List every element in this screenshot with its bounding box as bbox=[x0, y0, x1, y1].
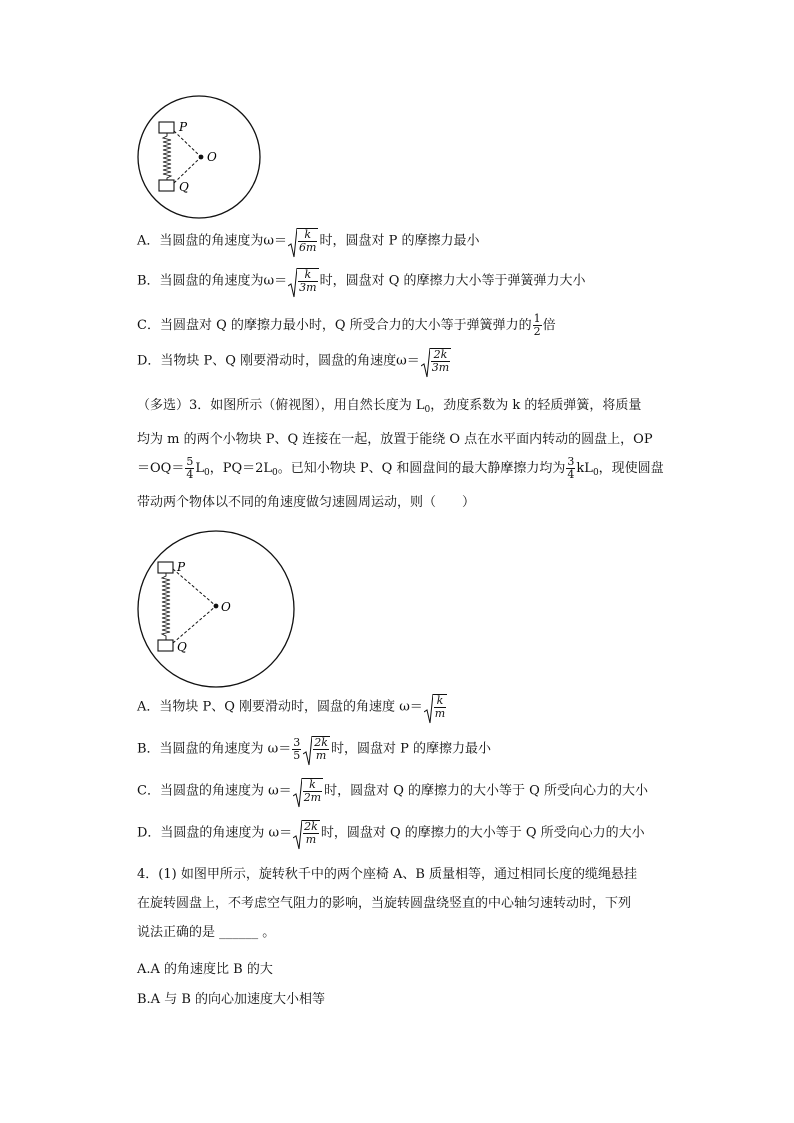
label-o: O bbox=[207, 150, 217, 164]
label-o: O bbox=[221, 600, 231, 614]
option-text: 时，圆盘对 P 的摩擦力最小 bbox=[330, 741, 491, 757]
figure-disk-1 bbox=[136, 95, 264, 221]
frac-denominator: 2 bbox=[533, 325, 541, 338]
q4-option-a: A.A 的角速度比 B 的大 bbox=[137, 962, 273, 977]
dashed-oq bbox=[173, 606, 216, 643]
frac-denominator: 3m bbox=[431, 361, 450, 374]
block-p bbox=[159, 122, 174, 133]
frac-denominator: 2m bbox=[303, 791, 322, 804]
q2-option-b bbox=[137, 268, 586, 294]
label-q: Q bbox=[179, 180, 189, 194]
sqrt-expression bbox=[288, 268, 318, 294]
label-q: Q bbox=[177, 640, 187, 654]
q4-option-b: B.A 与 B 的向心加速度大小相等 bbox=[137, 992, 326, 1007]
label-p: P bbox=[179, 120, 188, 134]
dashed-op bbox=[173, 569, 216, 606]
spring bbox=[162, 573, 170, 640]
option-text: B．当圆盘的角速度为ω＝ bbox=[137, 273, 288, 289]
sqrt-expression bbox=[421, 348, 451, 374]
frac-numerator: k bbox=[436, 694, 444, 707]
block-p bbox=[158, 562, 173, 573]
sqrt-expression bbox=[424, 694, 447, 720]
label-p: P bbox=[177, 560, 186, 574]
option-text: 时，圆盘对 P 的摩擦力最小 bbox=[319, 233, 480, 249]
dashed-op bbox=[174, 131, 201, 157]
frac-numerator: k bbox=[309, 778, 316, 791]
q2-option-c bbox=[137, 313, 556, 338]
q4-line-2: 在旋转圆盘上，不考虑空气阻力的影响，当旋转圆盘绕竖直的中心轴匀速转动时，下列 bbox=[137, 896, 632, 911]
option-text: 时，圆盘对 Q 的摩擦力的大小等于 Q 所受向心力的大小 bbox=[320, 825, 645, 841]
frac-denominator: 3m bbox=[299, 281, 317, 294]
frac-numerator: 3 bbox=[293, 735, 301, 749]
q3-line-3: ＝OQ＝ $\frac{5}{4}$ $L_0$，$PQ=2L_0$。已知小物块 P、Q 和圆盘间的最大静摩擦力均为 $\frac{3}{4}$ $kL_0$，现使圆盘 bbox=[137, 455, 664, 481]
frac-denominator: 6m bbox=[299, 241, 317, 254]
option-text: 时，圆盘对 Q 的摩擦力的大小等于 Q 所受向心力的大小 bbox=[324, 783, 648, 799]
frac-numerator: k bbox=[304, 268, 312, 281]
sqrt-expression bbox=[303, 736, 330, 762]
option-text: 倍 bbox=[542, 318, 556, 333]
q3-line-2: 均为 m 的两个小物块 P、Q 连接在一起，放置于能绕 O 点在水平面内转动的圆盘上，OP bbox=[137, 432, 653, 447]
frac-denominator: 5 bbox=[293, 748, 301, 762]
center-point bbox=[199, 155, 204, 160]
q3-option-b bbox=[137, 736, 491, 762]
block-q bbox=[158, 640, 173, 651]
q4-stem bbox=[137, 862, 677, 945]
option-text: C．当圆盘的角速度为 ω＝ bbox=[137, 783, 292, 799]
option-text: A．当圆盘的角速度为ω＝ bbox=[137, 233, 287, 249]
sqrt-expression bbox=[293, 778, 323, 804]
option-text: D．当圆盘的角速度为 ω＝ bbox=[137, 825, 293, 841]
frac-numerator: 2k bbox=[433, 348, 448, 361]
q3-option-c bbox=[137, 778, 648, 804]
option-text: D．当物块 P、Q 刚要滑动时，圆盘的角速度ω＝ bbox=[137, 353, 420, 369]
option-text: C．当圆盘对 Q 的摩擦力最小时，Q 所受合力的大小等于弹簧弹力的 bbox=[137, 318, 532, 333]
q2-option-a bbox=[137, 228, 479, 254]
center-point bbox=[214, 604, 219, 609]
option-text: A．当物块 P、Q 刚要滑动时，圆盘的角速度 ω＝ bbox=[137, 699, 423, 715]
option-text: B．当圆盘的角速度为 ω＝ bbox=[137, 741, 292, 757]
disk-outline bbox=[138, 531, 294, 687]
figure-disk-2 bbox=[136, 530, 298, 690]
q3-stem bbox=[137, 393, 677, 515]
q4-line-1: 4．(1) 如图甲所示，旋转秋千中的两个座椅 A、B 质量相等，通过相同长度的缆绳悬挂 bbox=[137, 867, 638, 882]
frac-denominator: m bbox=[434, 707, 446, 720]
sqrt-expression bbox=[288, 228, 318, 254]
option-text: 时，圆盘对 Q 的摩擦力大小等于弹簧弹力大小 bbox=[319, 273, 586, 289]
spring bbox=[163, 133, 171, 180]
q3-option-a bbox=[137, 694, 448, 720]
frac-numerator: k bbox=[304, 228, 312, 241]
frac-denominator: m bbox=[313, 749, 329, 762]
q4-line-3: 说法正确的是 ______ 。 bbox=[137, 925, 276, 940]
frac-denominator: m bbox=[303, 833, 319, 846]
sqrt-expression bbox=[293, 820, 320, 846]
frac-numerator: 2k bbox=[304, 820, 318, 833]
q3-option-d bbox=[137, 820, 645, 846]
frac-numerator: 1 bbox=[533, 312, 541, 325]
block-q bbox=[159, 180, 174, 191]
q3-line-1: （多选）3．如图所示（俯视图），用自然长度为 $L_0$，劲度系数为 k 的轻质弹簧，将质量 bbox=[137, 398, 642, 415]
frac-numerator: 2k bbox=[314, 736, 328, 749]
q3-line-4: 带动两个物体以不同的角速度做匀速圆周运动，则（ ） bbox=[137, 495, 476, 510]
q2-option-d bbox=[137, 348, 452, 374]
